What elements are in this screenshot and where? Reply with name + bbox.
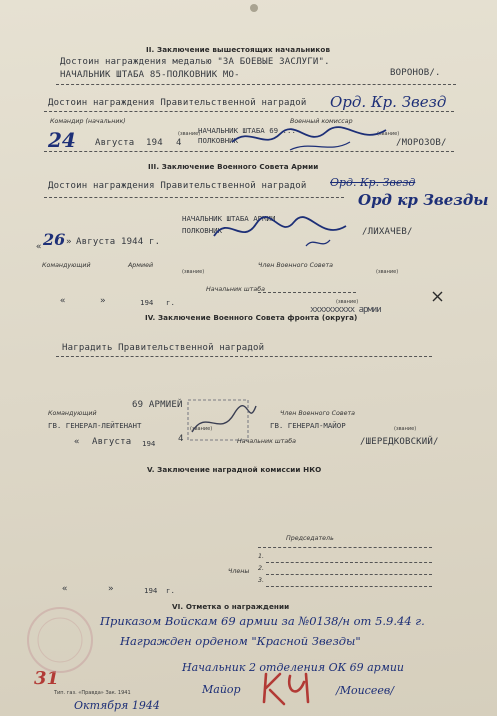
date-year-1: 194 xyxy=(146,138,163,148)
commanding-army-label: Командующий xyxy=(42,262,91,269)
date-num-1: 4 xyxy=(176,138,182,148)
military-commissar-label: Военный комиссар xyxy=(290,118,353,125)
s3-date-open: « xyxy=(36,242,42,252)
date-month-1: Августа xyxy=(95,138,135,148)
s4-commanding-label: Командующий xyxy=(48,410,97,417)
section-vi-title: VI. Отметка о награждении xyxy=(172,602,290,611)
s3-rank-label-3: (звание) xyxy=(336,299,359,305)
hand-award-1: Орд. Кр. Звезд xyxy=(330,93,447,111)
typed-line-1: Достоин награждения медалью "ЗА БОЕВЫЕ ЗАСЛУГИ". xyxy=(60,57,330,67)
member-council-label: Член Военного Совета xyxy=(258,262,333,269)
printer-footer: Тип. газ. «Правда» Зак. 1941 xyxy=(54,690,131,696)
rank-label-1: (звание) xyxy=(178,131,201,137)
signature-1 xyxy=(230,120,390,156)
s4-army-word: xxxxxxxxxx армии xyxy=(310,305,381,315)
s3-rank-1: НАЧАЛЬНИК ШТАБА АРМИИ xyxy=(182,214,276,223)
punch-hole xyxy=(250,4,258,12)
army-label: Армией xyxy=(128,262,154,269)
chairman-label: Председатель xyxy=(286,535,334,542)
section-iv-title: IV. Заключение Военного Совета фронта (округа) xyxy=(145,313,358,322)
member-1-num: 1. xyxy=(258,553,265,560)
commander-rank-1: НАЧАЛЬНИК ШТАБА 69 ... xyxy=(198,126,296,135)
section-v-title: V. Заключение наградной комиссии НКО xyxy=(147,465,322,474)
red-signature xyxy=(258,668,338,708)
s4-rank-label-2: (звание) xyxy=(394,426,417,432)
hand-order-2: Награжден орденом "Красной Звезды" xyxy=(120,634,361,648)
s5-blank-open: « xyxy=(62,584,68,594)
s4-rank-left: ГВ. ГЕНЕРАЛ-ЛЕЙТЕНАНТ xyxy=(48,421,142,430)
hand-award-struck: Орд. Кр. Звезд xyxy=(330,176,416,189)
s3-blank-close: » xyxy=(100,296,106,306)
red-number-31: 31 xyxy=(34,668,60,689)
commander-label: Командир (начальник) xyxy=(50,118,126,125)
hand-order-1: Приказом Войскам 69 армии за №0138/н от 5.9.44 г. xyxy=(100,614,425,628)
commander-rank-2: ПОЛКОВНИК xyxy=(198,136,239,145)
s4-chief-staff-label: Начальник штаба xyxy=(237,438,296,445)
typed-line-2: НАЧАЛЬНИК ШТАБА 85-ПОЛКОВНИК МО- xyxy=(60,70,240,80)
member-2-num: 2. xyxy=(258,565,265,572)
hand-moiseev: /Моисеев/ xyxy=(336,684,394,697)
s4-day: 4 xyxy=(178,434,184,444)
s3-date-month: Августа 1944 г. xyxy=(76,237,161,247)
hand-chief: Начальник 2 отделения ОК 69 армии xyxy=(182,661,405,674)
s3-rank-label-1: (звание) xyxy=(182,269,205,275)
ink-cross-mark xyxy=(432,290,438,296)
hand-major: Майор xyxy=(202,683,241,696)
signature-2 xyxy=(210,206,350,254)
members-label: Члены xyxy=(228,568,250,575)
s5-g: г. xyxy=(166,586,175,595)
s3-name: /ЛИХАЧЕВ/ xyxy=(362,227,413,237)
s3-blank-open: « xyxy=(60,296,66,306)
s4-rank-right: ГВ. ГЕНЕРАЛ-МАЙОР xyxy=(270,421,346,430)
chief-staff-label: Начальник штаба xyxy=(206,286,265,293)
s3-typed-line: Достоин награждения Правительственной наградой xyxy=(48,181,307,191)
s4-typed-line: Наградить Правительственной наградой xyxy=(62,343,265,353)
commissar-name-1: /МОРОЗОВ/ xyxy=(396,138,447,148)
typed-line-2-end: ВОРОНОВ/. xyxy=(390,68,441,78)
s3-rank-label-2: (звание) xyxy=(376,269,399,275)
typed-line-3: Достоин награждения Правительственной наградой xyxy=(48,98,307,108)
s3-date-day: 26 xyxy=(43,230,66,249)
s4-member-label: Член Военного Совета xyxy=(280,410,355,417)
hand-award-2: Орд кр Звезды xyxy=(358,191,489,209)
stamp-scribble-s4 xyxy=(186,398,260,444)
s5-year: 194 xyxy=(144,586,158,595)
section-ii-title: II. Заключение вышестоящих начальников xyxy=(146,45,331,54)
member-3-num: 3. xyxy=(258,577,265,584)
date-day-1: 24 xyxy=(48,128,76,152)
section-iii-title: III. Заключение Военного Совета Армии xyxy=(148,162,319,171)
s3-blank-year: 194 xyxy=(140,298,154,307)
s4-rank-label-1: (звание) xyxy=(190,426,213,432)
rank-label-2: (звание) xyxy=(377,131,400,137)
faded-round-stamp xyxy=(20,600,100,680)
s4-name: /ШЕРЕДКОВСКИЙ/ xyxy=(360,437,439,447)
s4-blank-open: « xyxy=(74,437,80,447)
s3-date-close: » xyxy=(66,237,72,247)
s4-month: Августа xyxy=(92,437,132,447)
s3-blank-g: г. xyxy=(166,298,175,307)
s3-rank-2: ПОЛКОВНИК xyxy=(182,226,223,235)
s4-army-number: 69 АРМИЕЙ xyxy=(132,400,183,410)
s4-year: 194 xyxy=(142,439,156,448)
s5-blank-close: » xyxy=(108,584,114,594)
hand-date: Октября 1944 xyxy=(74,699,160,712)
